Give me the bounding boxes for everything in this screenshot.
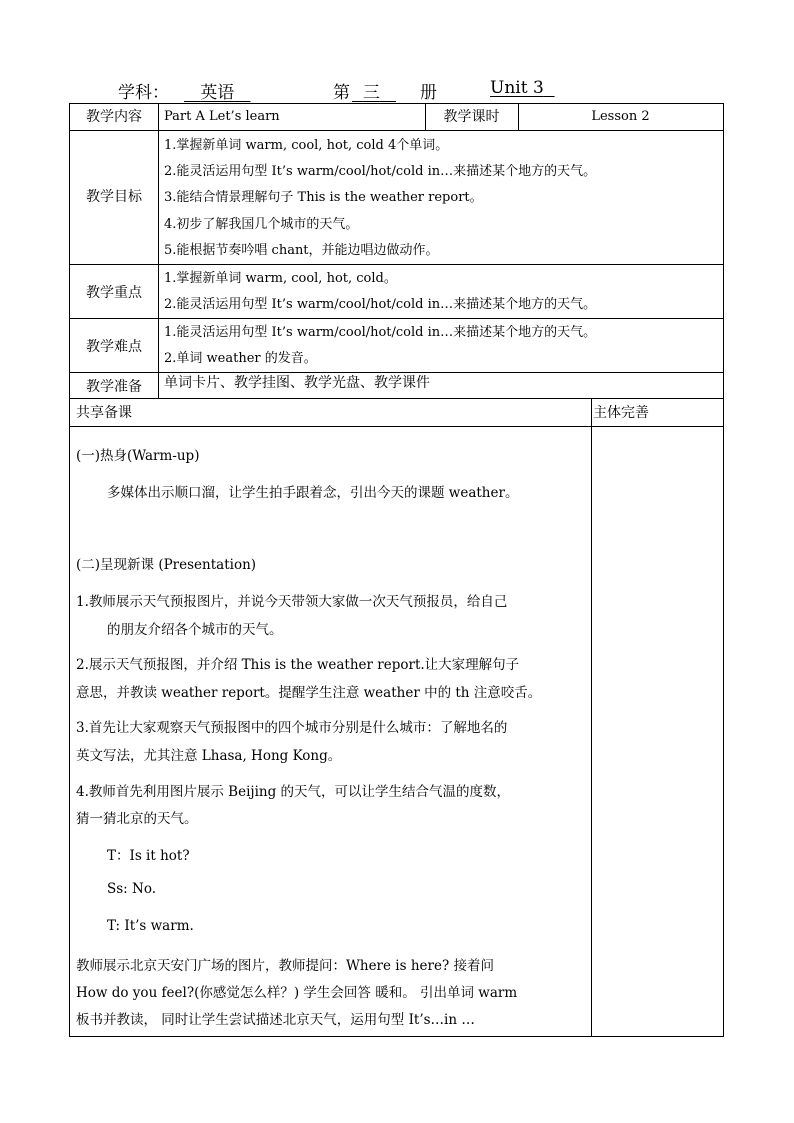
period-value: Lesson 2 xyxy=(591,109,650,124)
preparation-label: 教学准备 xyxy=(86,379,142,395)
step5-line1: 教师展示北京天安门广场的图片，教师提问：Where is here? 接着问 xyxy=(76,958,494,974)
step3-line1: 3.首先让大家观察天气预报图中的四个城市分别是什么城市：了解地名的 xyxy=(76,720,508,736)
objective-item: 1.掌握新单词 warm, cool, hot, cold 4个单词。 xyxy=(164,138,449,153)
period-label: 教学课时 xyxy=(443,109,500,125)
objective-item: 5.能根据节奏吟唱 chant，并能边唱边做动作。 xyxy=(164,243,439,258)
objectives-label: 教学目标 xyxy=(86,189,142,205)
volume-value: 三 xyxy=(362,83,380,103)
objective-item: 3.能结合情景理解句子 This is the weather report。 xyxy=(164,190,483,205)
step1-line1: 1.教师展示天气预报图片，并说今天带领大家做一次天气预报员，给自己 xyxy=(76,594,508,610)
step4-line2: 猜一猜北京的天气。 xyxy=(76,811,198,827)
preparation-value: 单词卡片、教学挂图、教学光盘、教学课件 xyxy=(164,375,430,391)
dialog-line: Ss: No. xyxy=(107,881,157,897)
objective-item: 2.能灵活运用句型 It’s warm/cool/hot/cold in…来描述某个地方的天气。 xyxy=(164,164,597,179)
difficulty-item: 2.单词 weather 的发音。 xyxy=(164,351,317,366)
subject-label: 学科： xyxy=(118,83,169,103)
key-point-item: 2.能灵活运用句型 It’s warm/cool/hot/cold in…来描述某个地方的天气。 xyxy=(164,297,597,312)
step2-line1: 2.展示天气预报图，并介绍 This is the weather report.让大家理解句子 xyxy=(76,657,520,673)
volume-suffix: 册 xyxy=(420,83,437,103)
warmup-text: 多媒体出示顺口溜，让学生拍手跟着念，引出今天的课题 weather。 xyxy=(107,485,519,501)
objective-item: 4.初步了解我国几个城市的天气。 xyxy=(164,217,359,232)
step5-line2: How do you feel?(你感觉怎么样？) 学生会回答 暖和。 引出单词 warm xyxy=(76,985,518,1001)
step3-line2: 英文写法，尤其注意 Lhasa, Hong Kong。 xyxy=(76,748,342,764)
step2-line2: 意思，并教读 weather report。提醒学生注意 weather 中的 th 注意咬舌。 xyxy=(76,685,542,701)
key-points-label: 教学重点 xyxy=(86,285,142,301)
difficulty-item: 1.能灵活运用句型 It’s warm/cool/hot/cold in…来描述某个地方的天气。 xyxy=(164,325,597,340)
dialog-line: T: It’s warm. xyxy=(107,918,194,934)
volume-prefix: 第 xyxy=(333,83,350,103)
document-header xyxy=(0,78,794,102)
content-label: 教学内容 xyxy=(86,109,142,125)
dialog-line: T：Is it hot? xyxy=(107,848,190,864)
refinement-header: 主体完善 xyxy=(593,405,649,421)
difficulties-label: 教学难点 xyxy=(86,339,142,355)
step1-line2: 的朋友介绍各个城市的天气。 xyxy=(107,622,283,638)
unit-title: Unit 3 xyxy=(490,78,544,98)
warmup-title: (一)热身(Warm-up) xyxy=(76,448,200,464)
subject-value: 英语 xyxy=(200,83,235,103)
shared-prep-header: 共享备课 xyxy=(76,405,132,421)
key-point-item: 1.掌握新单词 warm, cool, hot, cold。 xyxy=(164,271,397,286)
step5-line3: 板书并教读， 同时让学生尝试描述北京天气，运用句型 It’s…in … xyxy=(76,1012,475,1028)
content-value: Part A Let’s learn xyxy=(164,109,280,124)
presentation-title: (二)呈现新课 (Presentation) xyxy=(76,557,257,573)
step4-line1: 4.教师首先利用图片展示 Beijing 的天气，可以让学生结合气温的度数， xyxy=(76,784,511,800)
